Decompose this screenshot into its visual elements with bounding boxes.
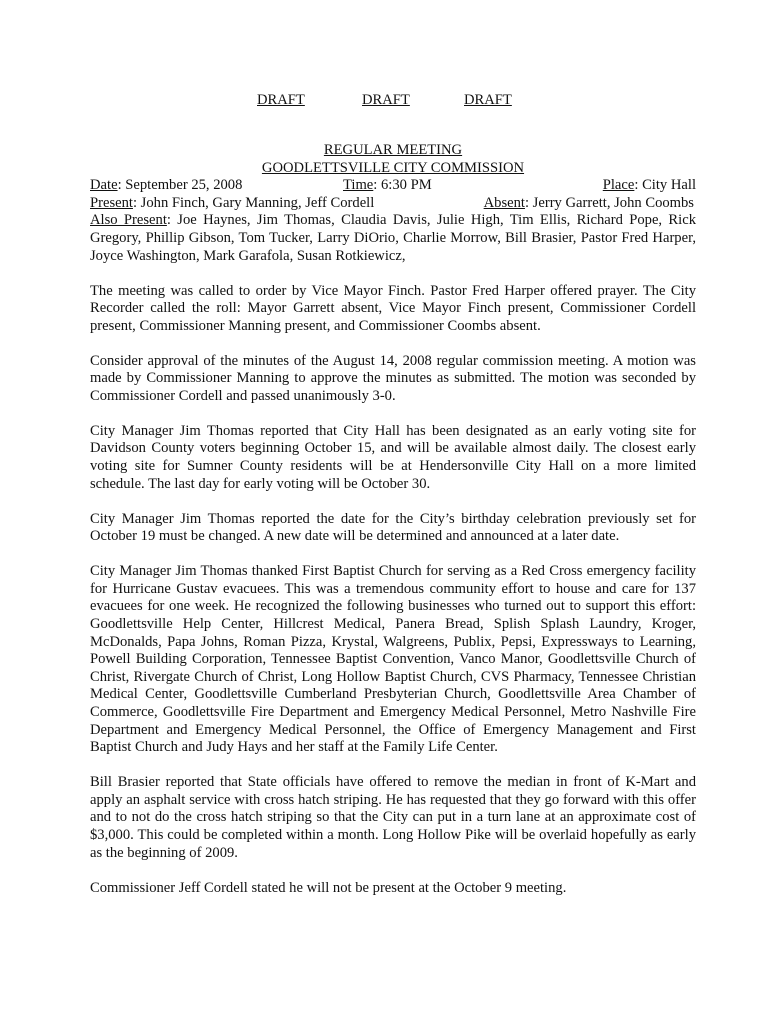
paragraph: The meeting was called to order by Vice Mayor Finch. Pastor Fred Harper offered prayer. The City Recorder called the roll: Mayor Garrett absent, Vice Mayor Finch present, Commissioner Cordell present, Commissioner Manning present, and Commissioner Coombs absent. — [90, 282, 696, 334]
date-field — [90, 177, 242, 195]
also-present-field — [90, 212, 696, 265]
document-page — [90, 92, 696, 897]
present-value: : John Finch, Gary Manning, Jeff Cordell — [132, 194, 375, 211]
meeting-title-line: GOODLETTSVILLE CITY COMMISSION — [261, 159, 525, 176]
paragraph: Bill Brasier reported that State officials have offered to remove the median in front of K-Mart and apply an asphalt service with cross hatch striping. He has requested that they go forward with this offer and to not do the cross hatch striping so that the City can put in a turn lane at an approximate cost of $3,000. This could be completed within a month. Long Hollow Pike will be overlaid hopefully as early as the beginning of 2009. — [90, 774, 696, 861]
present-field — [90, 195, 374, 213]
place-label: Place — [602, 177, 635, 194]
paragraph: Commissioner Jeff Cordell stated he will not be present at the October 9 meeting. — [90, 879, 567, 896]
draft-label: DRAFT — [257, 92, 305, 108]
also-present-value: : Joe Haynes, Jim Thomas, Claudia Davis, Julie High, Tim Ellis, Richard Pope, Rick Gregory, Phillip Gibson, Tom Tucker, Larry DiOrio, Charlie Morrow, Bill Brasier, Pastor Fred Harper, Joyce Washington, Mark Garafola, Susan Rotkiewicz, — [90, 212, 696, 264]
paragraph: Consider approval of the minutes of the August 14, 2008 regular commission meeting. A motion was made by Commissioner Manning to approve the minutes as submitted. The motion was seconded by Commissioner Cordell and passed unanimously 3-0. — [90, 352, 696, 404]
place-field — [603, 177, 696, 195]
time-value: : 6:30 PM — [373, 177, 432, 194]
paragraph: City Manager Jim Thomas reported the date for the City’s birthday celebration previously set for October 19 must be changed. A new date will be determined and announced at a later date. — [90, 510, 696, 545]
meeting-title-line: REGULAR MEETING — [323, 142, 463, 158]
time-label: Time — [343, 177, 374, 194]
draft-label: DRAFT — [362, 92, 410, 108]
date-label: Date — [90, 177, 118, 194]
absent-label: Absent — [483, 194, 525, 211]
place-value: : City Hall — [634, 177, 696, 194]
absent-field — [484, 195, 696, 213]
draft-label: DRAFT — [464, 92, 512, 108]
time-field — [343, 177, 432, 195]
date-value: : September 25, 2008 — [117, 177, 243, 194]
paragraph: City Manager Jim Thomas thanked First Baptist Church for serving as a Red Cross emergency facility for Hurricane Gustav evacuees. This was a tremendous community effort to house and care for 137 evacuees for one week. He recognized the following businesses who turned out to support this effort: Goodlettsville Help Center, Hillcrest Medical, Panera Bread, Splish Splash Laundry, Kroger, McDonalds, Papa Johns, Roman Pizza, Krystal, Walgreens, Publix, Pepsi, Expressways to Learning, Powell Building Corporation, Tennessee Baptist Convention, Vanco Manor, Goodlettsville Church of Christ, Rivergate Church of Christ, Long Hollow Baptist Church, CVS Pharmacy, Tennessee Christian Medical Center, Goodlettsville Cumberland Presbyterian Church, Goodlettsville Area Chamber of Commerce, Goodlettsville Fire Department and Emergency Medical Personnel, Metro Nashville Fire Department and Emergency Medical Personnel, the Office of Emergency Management and First Baptist Church and Judy Hays and her staff at the Family Life Center. — [90, 563, 696, 756]
absent-value: : Jerry Garrett, John Coombs — [524, 194, 694, 211]
also-present-label: Also Present — [90, 212, 167, 229]
paragraph: City Manager Jim Thomas reported that City Hall has been designated as an early voting site for Davidson County voters beginning October 15, and will be available almost daily. The closest early voting site for Sumner County residents will be at Hendersonville City Hall on a more limited schedule. The last day for early voting will be October 30. — [90, 422, 696, 492]
present-label: Present — [90, 194, 133, 211]
draft-header — [90, 92, 696, 110]
date-time-place-row — [90, 177, 696, 195]
attendance-row — [90, 195, 696, 213]
meeting-title — [90, 142, 696, 177]
